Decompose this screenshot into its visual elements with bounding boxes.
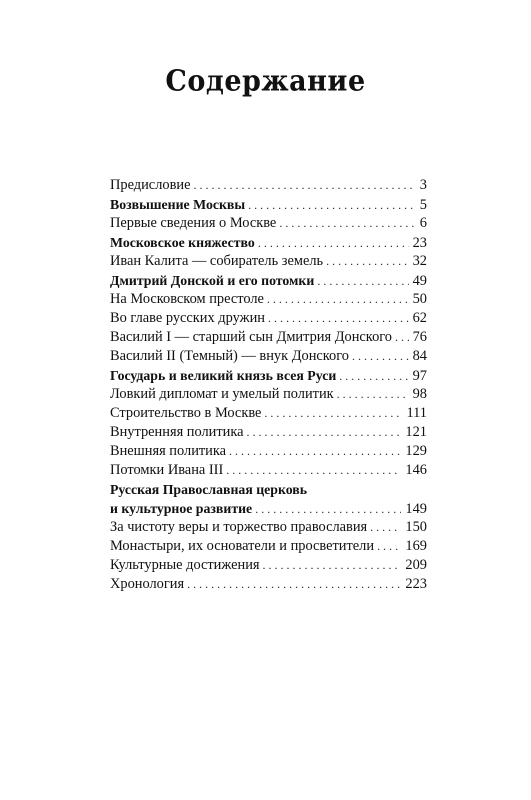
toc-entry-page: 6: [419, 215, 427, 231]
toc-entry[interactable]: [110, 575, 427, 594]
toc-entry-page: 111: [406, 405, 427, 421]
dot-leader: [339, 367, 408, 386]
toc-section-heading[interactable]: [110, 480, 427, 518]
toc-entry-label: Во главе русских дружин: [110, 310, 265, 326]
toc-entry[interactable]: [110, 309, 427, 328]
dot-leader: [326, 252, 409, 271]
toc-entry-label: Государь и великий князь всея Руси: [110, 368, 337, 383]
toc-entry-page: 76: [412, 329, 427, 345]
toc-section-heading[interactable]: [110, 271, 427, 290]
toc-entry-page: 98: [412, 386, 427, 402]
toc-entry-label-line1: Русская Православная церковь: [110, 482, 308, 497]
dot-leader: [337, 385, 409, 404]
toc-entry-label: Василий II (Темный) — внук Донского: [110, 348, 349, 364]
toc-entry-label: Хронология: [110, 576, 185, 592]
toc-entry[interactable]: [110, 385, 427, 404]
toc-entry-label: Василий I — старший сын Дмитрия Донского: [110, 329, 393, 345]
dot-leader: [317, 272, 408, 291]
toc-entry[interactable]: [110, 461, 427, 480]
dot-leader: [193, 176, 415, 195]
toc-entry-page: 3: [419, 177, 427, 193]
toc-section-heading[interactable]: [110, 195, 427, 214]
toc-entry-page: 146: [405, 462, 427, 478]
toc-entry-label: Монастыри, их основатели и просветители: [110, 538, 375, 554]
dot-leader: [258, 234, 409, 253]
toc-entry[interactable]: [110, 423, 427, 442]
toc-entry-label: Ловкий дипломат и умелый политик: [110, 386, 334, 402]
toc-section-heading[interactable]: [110, 233, 427, 252]
toc-entry[interactable]: [110, 442, 427, 461]
dot-leader: [226, 461, 401, 480]
toc-entry-label: Внешняя политика: [110, 443, 227, 459]
dot-leader: [248, 196, 416, 215]
toc-entry[interactable]: [110, 290, 427, 309]
toc-entry-label: За чистоту веры и торжество православия: [110, 519, 368, 535]
dot-leader: [395, 328, 409, 347]
toc-entry-page: 129: [405, 443, 427, 459]
toc-entry-label: Иван Калита — собиратель земель: [110, 253, 324, 269]
toc-entry-label: Предисловие: [110, 177, 191, 193]
toc-entry[interactable]: [110, 518, 427, 537]
toc-entry-page: 223: [405, 576, 427, 592]
toc-section-heading[interactable]: [110, 366, 427, 385]
toc-entry[interactable]: [110, 214, 427, 233]
dot-leader: [267, 290, 409, 309]
toc-entry-label: Строительство в Москве: [110, 405, 262, 421]
toc-entry-label: Потомки Ивана III: [110, 462, 224, 478]
dot-leader: [352, 347, 409, 366]
toc-entry-page: 23: [412, 235, 427, 251]
dot-leader: [377, 537, 401, 556]
dot-leader: [247, 423, 402, 442]
toc-entry[interactable]: [110, 537, 427, 556]
toc-entry-page: 169: [405, 538, 427, 554]
dot-leader: [263, 556, 402, 575]
toc-entry-label: Культурные достижения: [110, 557, 260, 573]
table-of-contents: [110, 176, 427, 594]
toc-entry-page: 150: [405, 519, 427, 535]
toc-entry-page: 32: [412, 253, 427, 269]
toc-entry-label: Дмитрий Донской и его потомки: [110, 273, 315, 288]
toc-entry-label: Первые сведения о Москве: [110, 215, 277, 231]
toc-entry[interactable]: [110, 556, 427, 575]
toc-entry[interactable]: [110, 347, 427, 366]
dot-leader: [268, 309, 409, 328]
dot-leader: [229, 442, 401, 461]
toc-entry-page: 97: [412, 368, 427, 384]
dot-leader: [187, 575, 401, 594]
toc-entry-page: 62: [412, 310, 427, 326]
toc-entry[interactable]: [110, 176, 427, 195]
toc-entry[interactable]: [110, 328, 427, 347]
dot-leader: [279, 214, 415, 233]
dot-leader: [370, 518, 401, 537]
dot-leader: [255, 500, 401, 519]
dot-leader: [264, 404, 402, 423]
toc-entry-page: 209: [405, 557, 427, 573]
toc-entry-page: 84: [412, 348, 427, 364]
toc-entry-label: Московское княжество: [110, 235, 255, 250]
toc-entry-page: 121: [405, 424, 427, 440]
page-title: Содержание: [165, 64, 366, 99]
toc-entry-page: 149: [405, 501, 427, 517]
toc-entry-label: На Московском престоле: [110, 291, 264, 307]
toc-entry-label: Возвышение Москвы: [110, 197, 246, 212]
toc-entry-page: 49: [412, 273, 427, 289]
toc-entry-page: 5: [419, 197, 427, 213]
toc-entry-label: и культурное развитие: [110, 501, 253, 516]
toc-entry-label: Внутренняя политика: [110, 424, 244, 440]
toc-entry[interactable]: [110, 404, 427, 423]
toc-entry[interactable]: [110, 252, 427, 271]
toc-entry-page: 50: [412, 291, 427, 307]
